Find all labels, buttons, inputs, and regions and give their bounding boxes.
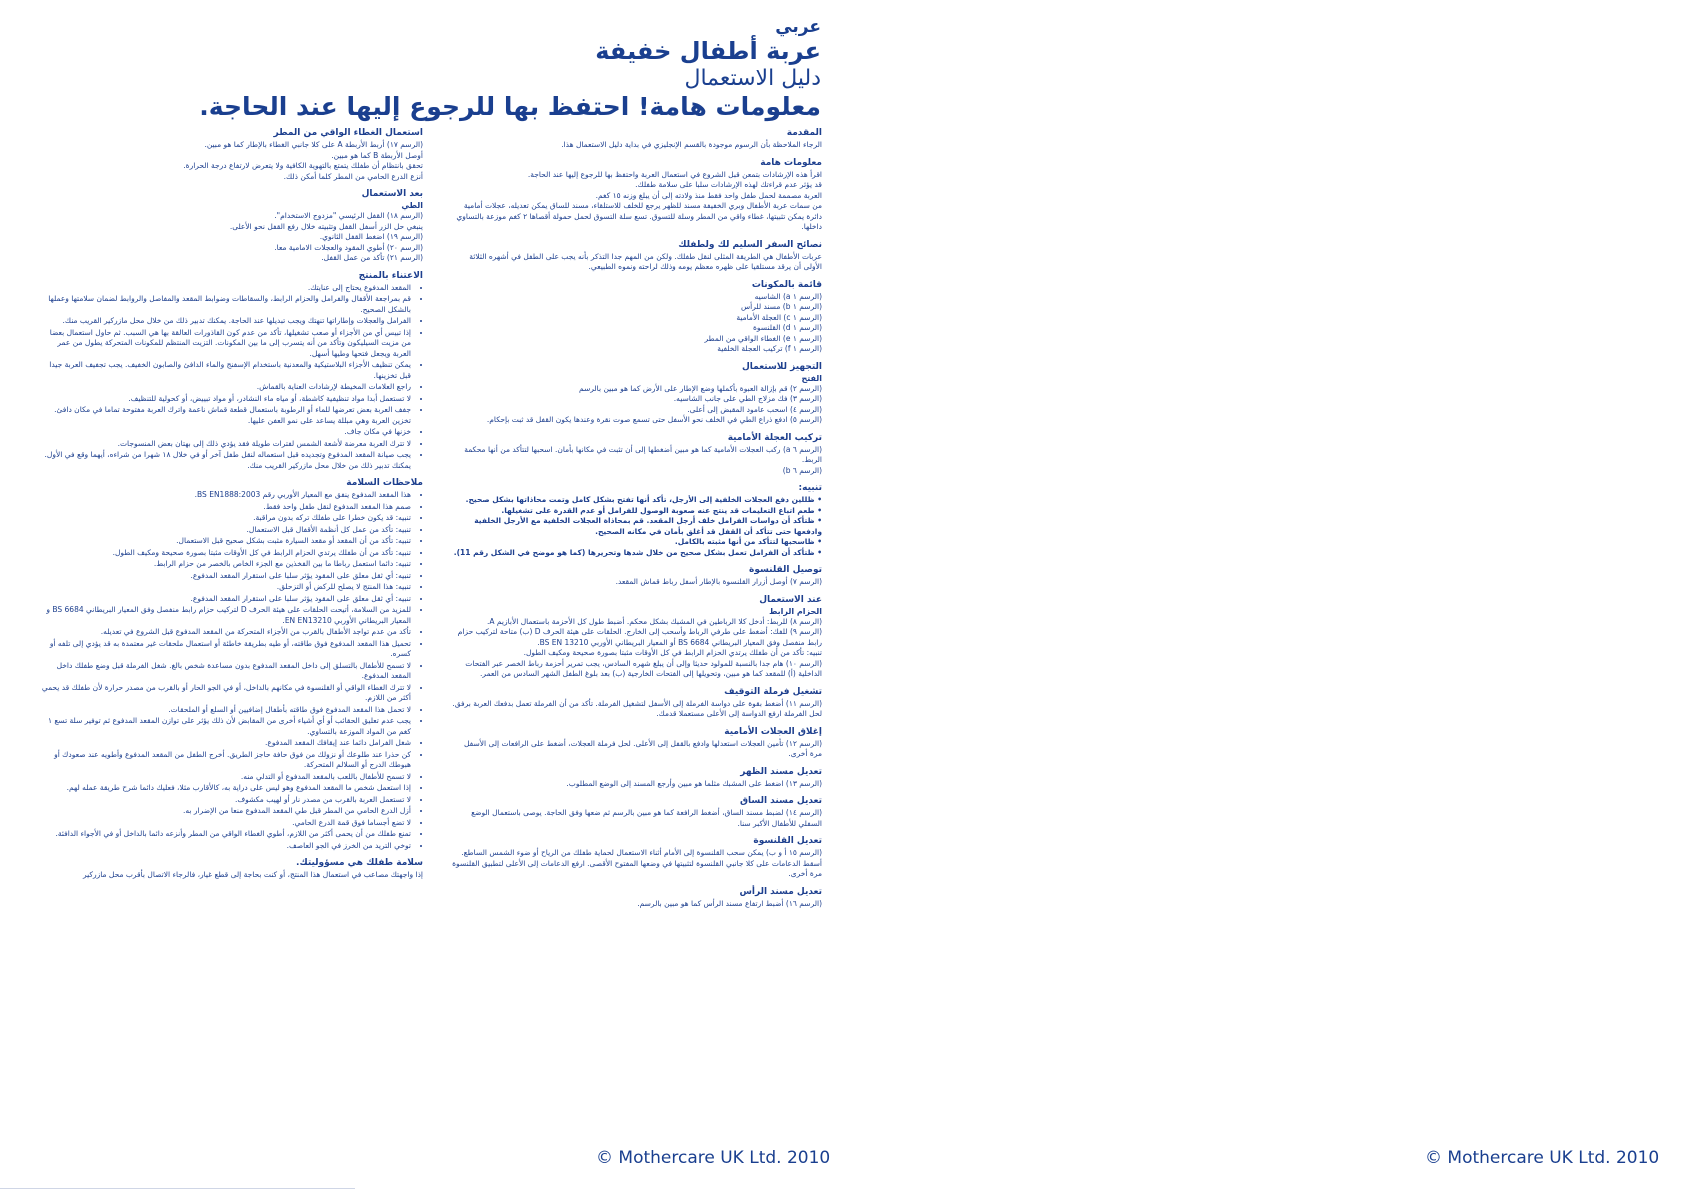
figure-instruction	[41, 243, 423, 254]
figure-instruction	[41, 161, 423, 172]
instruction-text: لضبط مسند الساق، أضغط الرافعة كما هو مبين بالرسم ثم ضعها وفق الحاجة. يوصى باستعمال الوضع السفلي للأطفال الأكبر سنا.	[471, 808, 822, 828]
instruction-text: اضغط القفل الثانوي.	[319, 232, 387, 241]
figure-ref: (الرسم ٢١)	[386, 253, 423, 262]
product-title: عربة أطفال خفيفة	[595, 37, 821, 65]
section-heading: تعديل مسند الرأس	[739, 886, 822, 897]
section	[452, 158, 822, 233]
figure-instruction	[452, 344, 822, 355]
bullet-item: • لا تستعمل العربة بالقرب من مصدر نار أو لهيب مكشوف.	[41, 795, 411, 806]
section	[452, 796, 822, 829]
figure-ref: (الرسم ٤)	[789, 404, 822, 414]
section	[41, 271, 423, 472]
figure-instruction	[41, 222, 423, 233]
instruction-text: ادفع ذراع الطي في الخلف نحو الأسفل حتى تسمع صوت نقرة وعندها يكون القفل قد ثبت بإحكام.	[486, 415, 790, 424]
bullet-item: • للمزيد من السلامة، أتيحت الحلقات على هيئة الحرف D لتركيب حزام رابط منفصل وفق المعيار البريطاني BS 6684 و المعيار البريطاني الأوربي EN EN13210.	[41, 605, 411, 626]
section	[41, 128, 423, 182]
figure-ref: (الرسم ١٦)	[785, 898, 822, 908]
warning-line: • ظاسحبها لتتأكد من أنها مثبته بالكامل.	[674, 537, 822, 546]
instruction-text: القفل الرئيسي "مزدوج الاستخدام".	[274, 211, 387, 220]
instruction-text: تحقق بانتظام أن طفلك يتمتع بالتهوية الكافية ولا يتعرض لارتفاع درجة الحرارة.	[183, 161, 423, 170]
bullet-item: • لا تسمح للأطفال باللعب بالمقعد المدفوع أو التدلي منه.	[41, 772, 411, 783]
figure-ref: (الرسم ٢٠)	[386, 242, 423, 252]
instruction-text: يمكن سحب القلنسوة إلى الأمام أثناء الاستعمال لحماية طفلك من الرياح أو ضوء الشمس الساطع. أسقط الدعامات على كلا جانبي القلنسوة لتثبيتها في وضعها المفتوح الأقصى. ارفع الدعامات إلى الأعلى لتطبيق القلنسوة مرة أخرى.	[452, 848, 822, 878]
figure-ref: (الرسم ١ f)	[784, 344, 822, 353]
figure-ref: (الرسم ١ c)	[783, 312, 822, 322]
figure-ref: (الرسم ١٨)	[386, 211, 423, 220]
figure-instruction	[452, 445, 822, 466]
figure-ref: (الرسم ١ d)	[782, 323, 822, 332]
instruction-text: الغطاء الواقي من المطر	[704, 333, 783, 343]
figure-ref: (الرسم ١٩)	[386, 232, 423, 241]
bullet-item: • تنبيه: دائما استعمل رباطا ما بين الفخذين مع الجزء الخاص بالخصر من حزام الرابط.	[41, 559, 411, 570]
bullet-item: • يمكن تنظيف الأجزاء البلاستيكية والمعدنية باستخدام الإسفنج والماء الدافئ والصابون الخفيف. يجب تجفيف العربة جيدا قبل تخزينها.	[41, 360, 411, 381]
figure-instruction	[41, 253, 423, 264]
instruction-text: العجلة الأمامية	[736, 312, 784, 322]
page-edge-rule	[0, 1188, 355, 1189]
instruction-text: الشاسيه	[754, 291, 783, 301]
section-heading: تركيب العجلة الأمامية	[727, 432, 822, 443]
guide-subtitle: دليل الاستعمال	[684, 66, 821, 91]
figure-instruction	[41, 151, 423, 162]
instruction-text: ركب العجلات الأمامية كما هو مبين أضغطها إلى أن تثبت في مكانها بأمان. اسحبها لتتأكد من أنها محكمة الربط.	[464, 444, 822, 464]
figure-instruction	[452, 415, 822, 426]
figure-ref: (الرسم ١ a)	[782, 291, 822, 301]
section	[452, 595, 822, 680]
paragraph-line: العربة مصممة لحمل طفل واحد فقط منذ ولادته إلى أن يبلغ وزنه ١٥ كغم.	[595, 190, 822, 200]
figure-ref: (الرسم ٢)	[789, 383, 822, 393]
figure-instruction	[452, 292, 822, 303]
section	[452, 128, 822, 151]
section-subheading: الفتح	[801, 373, 822, 383]
bullet-item: • تنبيه: قد يكون خطرا على طفلك تركه بدون مراقبة.	[41, 513, 411, 524]
instruction-text: اضغط على المشبك مثلما هو مبين وأرجع المسند إلى الوضع المطلوب.	[566, 778, 786, 788]
figure-ref: (الرسم ٨)	[789, 616, 822, 626]
figure-instruction	[452, 699, 822, 720]
figure-ref: (الرسم ١٢)	[785, 738, 822, 748]
bullet-item: • لا تحمل هذا المقعد المدفوع فوق طاقته بأطفال إضافيين أو السلع أو الملحقات.	[41, 705, 411, 716]
section-heading: تعديل القلنسوة	[753, 836, 822, 846]
section-subheading: الحزام الرابط	[769, 606, 822, 616]
figure-instruction	[452, 617, 822, 628]
right-text-column	[452, 128, 822, 916]
figure-instruction	[41, 211, 423, 222]
instruction-text: أوصل أزرار القلنسوة بالإطار أسفل رباط قماش المقعد.	[615, 577, 790, 586]
section	[452, 280, 822, 355]
bullet-item: • صمم هذا المقعد المدفوع لنقل طفل واحد فقط.	[41, 502, 411, 513]
bullet-item: • هذا المقعد المدفوع ينفق مع المعيار الأوربي رقم BS EN1888:2003.	[41, 490, 411, 501]
instruction-text: تركيب العجلة الخلفية	[717, 344, 785, 353]
figure-instruction	[452, 394, 822, 405]
bullet-item: • لا تسمح للأطفال بالتسلق إلى داخل المقعد المدفوع بدون مساعدة شخص بالغ. شغل الفرملة قبل وضع طفلك داخل المقعد المدفوع.	[41, 661, 411, 682]
instruction-text: اسحب عامود المقبض إلى أعلى.	[687, 404, 790, 414]
figure-ref: (الرسم ١ e)	[782, 333, 822, 343]
paragraph-line: اقرأ هذه الإرشادات بتمعن قبل الشروع في استعمال العربة واحتفظ بها للرجوع إليها عند الحاجة.	[527, 169, 822, 179]
bullet-item: • لا تضع أجساما فوق قمة الدرع الحامي.	[41, 818, 411, 829]
figure-instruction	[452, 808, 822, 829]
section	[452, 887, 822, 910]
copyright-notice: © Mothercare UK Ltd. 2010	[596, 1148, 831, 1168]
section	[452, 565, 822, 588]
figure-instruction	[452, 405, 822, 416]
section-heading: استعمال الغطاء الواقي من المطر	[273, 128, 423, 138]
instruction-text: للفك: أضغط على طرفي الرباط وأسحب إلى الخارج. الحلقات على هيئة الحرف D (ب) متاحة لتركيب حزام رابط منفصل وفق المعيار البريطاني BS 6684 أو المعيار البريطاني الأوربي BS EN 13210.	[457, 627, 822, 647]
figure-instruction	[452, 848, 822, 880]
section-subheading: الطي	[401, 201, 423, 210]
section	[41, 858, 423, 881]
bullet-item: • يجب صيانة المقعد المدفوع وتجديده قبل استعماله لنقل طفل آخر أو في خلال ١٨ شهرا من شراءه، أيهما وقع في الأول. يمكنك تدبير ذلك من خلال محل مازركير القريب منك.	[41, 450, 411, 471]
paragraph-line: الرجاء الملاحظة بأن الرسوم موجودة بالقسم الإنجليزي في بداية دليل الاستعمال هذا.	[561, 140, 822, 149]
bullet-item: • تنبيه: أي ثقل معلق على المقود يؤثر سلبا على استقرار المقعد المدفوع.	[41, 594, 411, 605]
figure-ref: (الرسم ٧)	[789, 577, 822, 586]
section	[41, 189, 423, 264]
left-text-column	[41, 128, 423, 888]
bullet-item: • تنبيه: تأكد من أن المقعد أو مقعد السيارة مثبت بشكل صحيح قبل الاستعمال.	[41, 536, 411, 547]
figure-instruction	[41, 172, 423, 183]
instruction-text: أطوي المقود والعجلات الامامية معا.	[274, 242, 387, 252]
section-heading: قائمة بالمكونات	[751, 279, 822, 290]
figure-instruction	[452, 627, 822, 648]
manual-header	[199, 18, 821, 122]
section-heading: توصيل القلنسوة	[749, 565, 822, 575]
figure-ref: (الرسم ٦ b)	[782, 465, 822, 475]
section	[452, 687, 822, 720]
instruction-text: أضغط بقوة على دواسة الفرملة إلى الأسفل لتشغيل الفرملة. تأكد من أن الفرملة تعمل بدفعك العربة برفق. لحل الفرملة ارفع الدواسة إلى الأعلى مستعملا قدمك.	[452, 698, 822, 718]
bullet-item: • لا تترك العربة معرضة لأشعة الشمس لفترات طويلة فقد يؤدي ذلك إلى بهتان بعض المنسوجات.	[41, 439, 411, 450]
bullet-item: • قم بمراجعة الأقفال والفرامل والحزام الرابط، والسقاطات وضوابط المقعد والمفاصل والروابط لضمان سلامتها وعملها بالشكل الصحيح.	[41, 294, 411, 315]
warning-line: • طعم اتباع التعليمات قد ينتج عنه صعوبة الوصول للفرامل أو عدم القدرة على تشغيلها.	[501, 505, 822, 515]
instruction-text: فك مزلاج الطي على جانب الشاسيه.	[673, 394, 790, 403]
figure-ref: (الرسم ٥)	[789, 415, 822, 424]
paragraph-line: عربات الأطفال هي الطريقة المثلى لنقل طفلك. ولكن من المهم جدا التذكر بأنه يجب على الطفل في أشهره الثلاثة الأولى أن يرقد مستلقيا على ظهره معظم يومه وذلك لراحته ونموه الطبيعي.	[469, 251, 822, 271]
instruction-text: القلنسوة	[752, 323, 783, 332]
bullet-item: • تحميل هذا المقعد المدفوع فوق طاقته، أو طيه بطريقة خاطئة أو استعمال ملحقات غير معتمدة به قد يؤدي إلى تلفه أو كسره.	[41, 639, 411, 660]
section-heading: تشغيل فرملة التوقيف	[724, 686, 822, 697]
figure-instruction	[452, 323, 822, 334]
bullet-item: • شغل الفرامل دائما عند إيقافك المقعد المدفوع.	[41, 738, 411, 749]
figure-ref: (الرسم ١١)	[785, 698, 822, 708]
figure-instruction	[452, 739, 822, 760]
bullet-item: • إذا استعمل شخص ما المقعد المدفوع وهو ليس على دراية به، كالأقارب مثلا، فعليك دائما شرح طريقة عمله لهم.	[41, 783, 411, 794]
section-heading: تعديل مسند الظهر	[740, 766, 822, 777]
figure-ref: (الرسم ١ b)	[782, 302, 822, 311]
figure-ref: (الرسم ١٣)	[785, 778, 822, 788]
instruction-text: أضبط ارتفاع مسند الرأس كما هو مبين بالرسم.	[637, 898, 786, 908]
section-heading: تعديل مسند الساق	[740, 796, 822, 806]
section	[452, 483, 822, 558]
instruction-text: ينبغي حل الزر أسفل القفل وتثبيته خلال رفع القفل نحو الأعلى.	[229, 221, 423, 231]
figure-instruction	[452, 779, 822, 790]
bullet-item: • تأكد من عدم تواجد الأطفال بالقرب من الأجزاء المتحركة من المقعد المدفوع قبل الشروع في تعديله.	[41, 627, 411, 638]
bullet-item: • المقعد المدفوع يحتاج إلى عنايتك.	[41, 283, 411, 294]
bullet-item: • أزل الدرع الحامي من المطر قبل طي المقعد المدفوع منعا من الإضرار به.	[41, 806, 411, 817]
instruction-text: أربط الأربطة A على كلا جانبي الغطاء بالإطار كما هو مبين.	[204, 140, 387, 149]
section	[452, 362, 822, 426]
paragraph-line: إذا واجهتك مصاعب في استعمال هذا المنتج، أو كنت بحاجة إلى قطع غيار، فالرجاء الاتصال بأقرب محل مازركير	[83, 870, 423, 879]
section-heading: سلامة طفلك هي مسؤوليتك.	[296, 858, 423, 868]
instruction-text: قم بإزالة العبوة بأكملها وضع الإطار على الأرض كما هو مبين بالرسم	[578, 383, 790, 393]
paragraph-line: قد يؤثر عدم قراءتك لهذه الإرشادات سلبا على سلامة طفلك.	[635, 180, 822, 189]
language-label: عربي	[775, 17, 821, 37]
figure-instruction	[452, 899, 822, 910]
section	[452, 836, 822, 880]
bullet-item: • جفف العربة بعض تعرضها للماء أو الرطوبة باستعمال قطعة قماش ناعمة واترك العربة مفتوحة تماما في مكان دافئ. تخزين العربة وهي مبللة يساعد على نمو العفن عليها.	[41, 405, 411, 426]
section-heading: إغلاق العجلات الأمامية	[724, 726, 822, 737]
instruction-text: تأمين العجلات استعدلها وادفع بالقفل إلى الأعلى. لحل فرملة العجلات، أضغط على الرافعات إلى الأسفل مرة أخرى.	[463, 738, 822, 758]
section-heading: ملاحظات السلامة	[346, 478, 423, 488]
bullet-item: • خزنها في مكان جاف.	[41, 427, 411, 438]
warning-line: • ظللين دفع العجلات الخلفية إلى الأرجل، تأكد أنها تفتح بشكل كامل وتمت محاذاتها بشكل صحيح.	[465, 495, 822, 504]
section-heading: المقدمة	[786, 128, 822, 138]
section	[41, 478, 423, 851]
figure-instruction	[452, 313, 822, 324]
figure-instruction	[452, 648, 822, 659]
figure-ref: (الرسم ٣)	[789, 394, 822, 403]
section-heading: نصائح السفر السليم لك ولطفلك	[678, 239, 822, 250]
figure-instruction	[41, 140, 423, 151]
figure-instruction	[452, 384, 822, 395]
figure-ref: (الرسم ١٠)	[785, 658, 822, 668]
figure-instruction	[452, 466, 822, 477]
section-heading: الاعتناء بالمنتج	[358, 270, 423, 281]
section	[452, 727, 822, 760]
figure-ref: (الرسم ١٤)	[785, 808, 822, 817]
bullet-item: • تنبيه: أي ثقل معلق على المقود يؤثر سلبا على استقرار المقعد المدفوع.	[41, 571, 411, 582]
figure-ref: (الرسم ١٥ أ و ب)	[765, 848, 822, 857]
bullet-list	[41, 490, 423, 851]
bullet-item: • الفرامل والعجلات وإطاراتها تنهتك ويجب تبديلها عند الحاجة. يمكنك تدبير ذلك من خلال محل مازركير القريب منك.	[41, 316, 411, 327]
figure-instruction	[452, 334, 822, 345]
figure-ref: (الرسم ٦ a)	[782, 444, 822, 454]
section-heading: عند الاستعمال	[759, 594, 822, 605]
warning-line: • ظتأكد أن الفرامل تعمل بشكل صحيح من خلال شدها وتحريرها (كما هو موضح في الشكل رقم 11).	[453, 547, 822, 557]
section	[452, 240, 822, 273]
paragraph-line: من سمات عربة الأطفال وبري الخفيفة مسند للظهر يرجع للخلف للاستلقاء، مسند للساق يمكن تعديله، عجلات أمامية دائرة يمكن تثبيتها، غطاء واقي من المطر وسلة للتسوق. تسع سلة التسوق لحمل حمولة أقصاها ٢ كغم موزعة بالتساوي داخلها.	[456, 201, 822, 231]
copyright-notice-secondary: © Mothercare UK Ltd. 2010	[1425, 1148, 1660, 1168]
instruction-text: أوصل الأربطة B كما هو مبين.	[331, 150, 423, 160]
section	[452, 433, 822, 477]
instruction-text: للربط: أدخل كلا الرباطين في المشبك بشكل محكم. أضبط طول كل الأحزمة باستعمال الأبازيم A.	[487, 616, 790, 626]
instruction-text: مسند للرأس	[740, 302, 783, 311]
section-heading: التجهيز للاستعمال	[741, 361, 822, 372]
important-notice: معلومات هامة! احتفظ بها للرجوع إليها عند الحاجة.	[199, 92, 821, 121]
bullet-item: • تنبيه: هذا المنتج لا يصلح للركض أو التزحلق.	[41, 582, 411, 593]
bullet-item: • تمنع طفلك من أن يحمى أكثر من اللازم، أطوي الغطاء الواقي من المطر وأنزعه دائما بالداخل أو في الأجواء الدافئة.	[41, 829, 411, 840]
bullet-item: • تنبيه: تأكد من أن طفلك يرتدي الحزام الرابط في كل الأوقات مثبتا بصورة صحيحة ومكيف الطول.	[41, 548, 411, 559]
bullet-item: • كن حذرا عند طلوعك أو نزولك من فوق حافة حاجز الطريق. أخرج الطفل من المقعد المدفوع وأطويه عند صعودك أو هبوطك الدرج أو السلالم المتحركة.	[41, 750, 411, 771]
bullet-list	[41, 283, 423, 472]
bullet-item: • توخي التريد من الخرز في الجو العاصف.	[41, 841, 411, 852]
instruction-text: هام جدا بالنسبة للمولود حديثا وإلى أن يبلغ شهره السادس، يجب تمرير أحزمة رباط الخصر عبر الفتحات الداخلية (أ) للمقعد كما هو مبين، وتحويلها إلى الفتحات الخارجية (ب) بعد بلوغ الطفل الشهر السادس من العمر.	[465, 658, 822, 678]
section-heading: بعد الاستعمال	[361, 189, 423, 199]
section-heading: تنبيه:	[798, 483, 822, 493]
section	[452, 767, 822, 790]
bullet-item: • لا تترك الغطاء الواقي أو القلنسوة في مكانهم بالداخل، أو في الجو الحار أو بالقرب من مصدر حرارة لأن طفلك قد يحمي أكثر من اللازم.	[41, 683, 411, 704]
warning-line: • ظتأكد أن دواسات الفرامل خلف أرجل المقعد. قم بمحاذاة العجلات الخلفية مع الأرجل الخلفية وادفعها حتى تتأكد أن القفل قد أغلق بأمان في مكانه الصحيح.	[474, 516, 822, 536]
bullet-item: • لا تستعمل أبدا مواد تنظيفية كاشطة، أو مياه ماء النشادر، أو مواد تبييض، أو كحولية للتنظيف.	[41, 394, 411, 405]
bullet-item: • إذا تبيس أي من الأجزاء أو صعب تشغيلها، تأكد من عدم كون القاذورات العالقة بها هي السبب. ثم حاول استعمال بعضا من مزيت السيليكون وتأكد من أنه يتسرب إلى ما بين المكونات. التزيت المنتظم للمكونات المتحركة يطول من عمر العربة ويجعل فتحها وطيها أسهل.	[41, 328, 411, 360]
bullet-item: • يجب عدم تعليق الحقائب أو أي أشياء أخرى من المقابض لأن ذلك يؤثر على توازن المقعد المدفوع ثم توفير سلة تسع ١ كغم من المواد الموزعة بالتساوي.	[41, 716, 411, 737]
instruction-text: أنزع الدرع الحامي من المطر كلما أمكن ذلك.	[283, 171, 423, 181]
figure-instruction	[41, 232, 423, 243]
figure-ref: (الرسم ٩)	[789, 627, 822, 636]
figure-ref: (الرسم ١٧)	[386, 140, 423, 149]
instruction-text: تأكد من عمل القفل.	[321, 253, 387, 262]
bullet-item: • راجع العلامات المخيطة لإرشادات العناية بالقماش.	[41, 382, 411, 393]
section-heading: معلومات هامة	[760, 157, 822, 168]
bullet-item: • تنبيه: تأكد من عمل كل أنظمة الأقفال قبل الاستعمال.	[41, 525, 411, 536]
instruction-text: تنبيه: تأكد من أن طفلك يرتدي الحزام الرابط في كل الأوقات مثبتا بصورة صحيحة ومكيف الطول.	[523, 648, 822, 657]
figure-instruction	[452, 659, 822, 680]
figure-instruction	[452, 302, 822, 313]
figure-instruction	[452, 577, 822, 588]
